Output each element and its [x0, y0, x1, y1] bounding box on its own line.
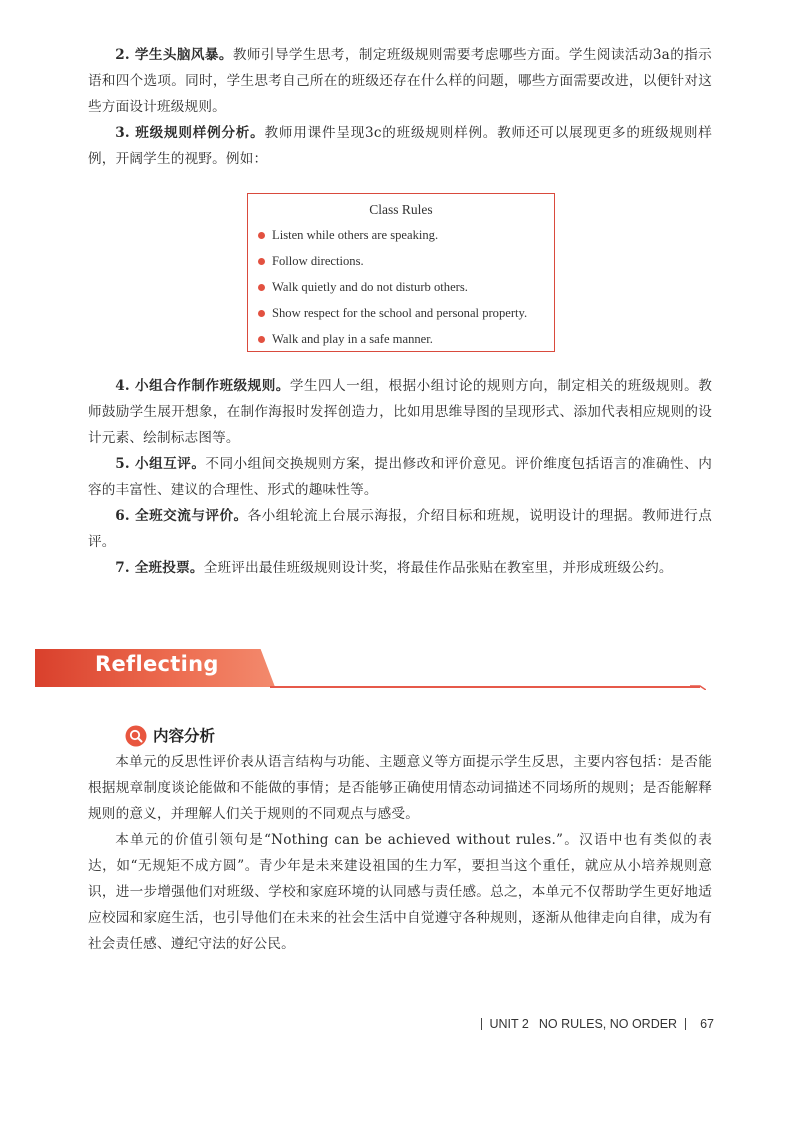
- class-rule-text: Listen while others are speaking.: [272, 228, 439, 242]
- step-4-lead: 4. 小组合作制作班级规则。: [115, 378, 290, 394]
- banner-rule-line: [270, 686, 700, 688]
- content-analysis-heading: 内容分析: [153, 727, 216, 745]
- step-7-lead: 7. 全班投票。: [115, 560, 204, 576]
- reflecting-paragraph: 本单元的价值引领句是“Nothing can be achieved without rules.”。汉语中也有类似的表达，如“无规矩不成方圆”。青少年是未来建设祖国的生力军，要担当这个重任，就应从小培养规则意识，进一步增强他们对班级、学校和家庭环境的认同感与责任感。总之，本单元不仅帮助学生更好地适应校园和家庭生活，也引导他们在未来的社会生活中自觉遵守各种规则，逐渐从他律走向自律，成为有社会责任感、遵纪守法的好公民。: [88, 832, 712, 952]
- reflecting-banner-title: Reflecting: [95, 652, 219, 676]
- class-rule-text: Show respect for the school and personal property.: [272, 306, 528, 320]
- step-4-text: 学生四人一组，根据小组讨论的规则方向，制定相关的班级规则。教师鼓励学生展开想象，在制作海报时发挥创造力，比如用思维导图的呈现形式、添加代表相应规则的设计元素、绘制标志图等。: [88, 378, 713, 446]
- step-5-paragraph: [88, 451, 712, 503]
- class-rules-title: Class Rules: [369, 202, 433, 217]
- footer-divider: [481, 1018, 482, 1030]
- class-rule-text: Walk and play in a safe manner.: [272, 332, 433, 346]
- class-rule-item: [258, 306, 527, 321]
- bullet-icon: [258, 284, 265, 291]
- bullet-icon: [258, 258, 265, 265]
- reflecting-paragraph: 本单元的反思性评价表从语言结构与功能、主题意义等方面提示学生反思，主要内容包括：是否能根据规章制度谈论能做和不能做的事情；是否能够正确使用情态动词描述不同场所的规则；是否能解释规则的意义，并理解人们关于规则的不同观点与感受。: [88, 754, 712, 822]
- class-rule-item: [258, 228, 438, 243]
- class-rules-box: [247, 193, 555, 352]
- step-4-paragraph: [88, 373, 712, 451]
- search-icon: [125, 725, 147, 747]
- bullet-icon: [258, 310, 265, 317]
- step-5-text: 不同小组间交换规则方案，提出修改和评价意见。评价维度包括语言的准确性、内容的丰富性、建议的合理性、形式的趣味性等。: [88, 456, 712, 498]
- step-7-text: 全班评出最佳班级规则设计奖，将最佳作品张贴在教室里，并形成班级公约。: [203, 560, 673, 576]
- step-6-paragraph: [88, 503, 712, 555]
- step-6-lead: 6. 全班交流与评价。: [115, 508, 248, 524]
- footer-divider: [685, 1018, 686, 1030]
- step-5-lead: 5. 小组互评。: [115, 456, 206, 472]
- step-2-lead: 2. 学生头脑风暴。: [115, 47, 233, 63]
- class-rule-text: Walk quietly and do not disturb others.: [272, 280, 468, 294]
- page-footer: [470, 1017, 714, 1031]
- class-rule-item: [258, 280, 468, 295]
- footer-unit: UNIT 2: [489, 1017, 529, 1031]
- step-3-paragraph: [88, 120, 712, 172]
- step-3-text: 教师用课件呈现3c的班级规则样例。教师还可以展现更多的班级规则样例，开阔学生的视野。例如：: [88, 125, 712, 167]
- class-rule-item: [258, 254, 364, 269]
- page-number: 67: [700, 1017, 714, 1031]
- footer-unit-title: NO RULES, NO ORDER: [538, 1017, 678, 1031]
- bullet-icon: [258, 336, 265, 343]
- step-3-lead: 3. 班级规则样例分析。: [115, 125, 265, 141]
- step-2-text: 教师引导学生思考，制定班级规则需要考虑哪些方面。学生阅读活动3a的指示语和四个选项。同时，学生思考自己所在的班级还存在什么样的问题，哪些方面需要改进，以便针对这些方面设计班级规则。: [88, 47, 712, 115]
- bullet-icon: [258, 232, 265, 239]
- step-7-paragraph: [88, 555, 712, 581]
- class-rule-text: Follow directions.: [272, 254, 364, 268]
- class-rule-item: [258, 332, 433, 347]
- step-6-text: 各小组轮流上台展示海报，介绍目标和班规，说明设计的理据。教师进行点评。: [88, 508, 712, 550]
- step-2-paragraph: [88, 42, 712, 120]
- banner-tail-decoration: [690, 678, 706, 690]
